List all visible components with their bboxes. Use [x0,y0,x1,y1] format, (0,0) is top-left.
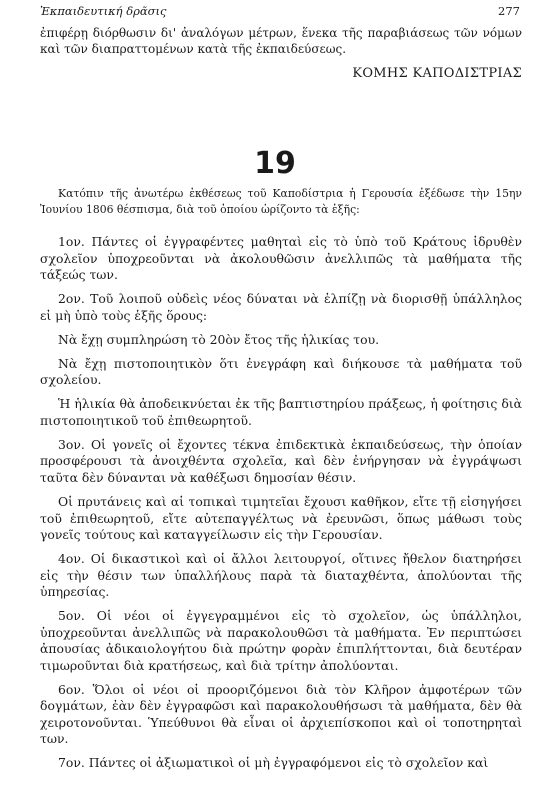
decree-paragraph: 1ον. Πάντες οἱ ἐγγραφέντες μαθηταὶ εἰς τὸ ὑπὸ τοῦ Κράτους ἱδρυθὲν σχολεῖον ὑποχρεοῦνται νὰ ἀκολουθῶσιν ἀνελλιπῶς τὰ μαθήματα τῆς τάξεώς των. [40,234,522,282]
page-number: 277 [498,4,520,18]
introductory-paragraph: Κατόπιν τῆς ἀνωτέρω ἐκθέσεως τοῦ Καποδίστρια ἡ Γερουσία ἐξέδωσε τὴν 15ην Ἰουνίου 1806 θέσπισμα, διὰ τοῦ ὁποίου ὡρίζοντο τὰ ἑξῆς: [40,187,522,216]
decree-paragraph: 6ον. Ὅλοι οἱ νέοι οἱ προοριζόμενοι διὰ τὸν Κλῆρον ἀμφοτέρων τῶν δογμάτων, ἐὰν δὲν ἐγγραφῶσι καὶ παρακολουθήσωσι τὰ μαθήματα, δὲν θὰ χειροτονοῦνται. Ὑπεύθυνοι θὰ εἶναι οἱ ἀρχιεπίσκοποι καὶ οἱ τοποτηρηταὶ των. [40,681,522,747]
continuation-paragraph: ἐπιφέρῃ διόρθωσιν δι' ἀναλόγων μέτρων, ἕνεκα τῆς παραβιάσεως τῶν νόμων καὶ τῶν διαπραττομένων κατὰ τῆς ἐκπαιδεύσεως. [40,26,522,56]
running-header [40,4,520,22]
document-number: 19 [254,146,296,181]
decree-paragraph: Ἡ ἡλικία θὰ ἀποδεικνύεται ἐκ τῆς βαπτιστηρίου πράξεως, ἡ φοίτησις διὰ πιστοποιητικοῦ τοῦ ἐπιθεωρητοῦ. [40,396,522,428]
decree-paragraph: 4ον. Οἱ δικαστικοὶ καὶ οἱ ἄλλοι λειτουργοί, οἵτινες ἤθελον διατηρήσει εἰς τὴν θέσιν των ὑπαλλήλους παρὰ τὰ διαταχθέντα, ἀπολύονται τῆς ὑπηρεσίας. [40,551,522,600]
decree-paragraph: Νὰ ἔχῃ πιστοποιητικὸν ὅτι ἐνεγράφη καὶ διήκουσε τὰ μαθήματα τοῦ σχολείου. [40,355,522,388]
decree-paragraph: 5ον. Οἱ νέοι οἱ ἐγγεγραμμένοι εἰς τὸ σχολεῖον, ὡς ὑπάλληλοι, ὑποχρεοῦνται ἀνελλιπῶς νὰ παρακολουθῶσι τὰ μαθήματα. Ἐν περιπτώσει ἀπουσίας ἀδικαιολογήτου διὰ πρώτην φορὰν ἐπιπλήττονται, διὰ δευτέραν τιμωροῦνται διὰ κρατήσεως, καὶ διὰ τρίτην ἀπολύονται. [40,608,522,673]
decree-paragraph: 2ον. Τοῦ λοιποῦ οὐδεὶς νέος δύναται νὰ ἐλπίζῃ νὰ διορισθῇ ὑπάλληλος εἰ μὴ ὑπὸ τοὺς ἑξῆς ὅρους: [40,291,522,323]
introductory-note [40,186,522,218]
signature: ΚΟΜΗΣ ΚΑΠΟΔΙΣΤΡΙΑΣ [352,66,522,81]
decree-paragraph: Οἱ πρυτάνεις καὶ αἱ τοπικαὶ τιμητεῖαι ἔχουσι καθῆκον, εἴτε τῇ εἰσηγήσει τοῦ ἐπιθεωρητοῦ, εἴτε αὐτεπαγγέλτως νὰ ἐρευνῶσι, ὅπως μάθωσι τοὺς γονεῖς τούτους καὶ καταγγείλωσιν εἰς τὴν Γερουσίαν. [40,494,522,543]
decree-body [40,234,522,780]
decree-paragraph: 7ον. Πάντες οἱ ἀξιωματικοὶ οἱ μὴ ἐγγραφόμενοι εἰς τὸ σχολεῖον καὶ [58,755,489,771]
continuation-text [40,25,522,57]
decree-paragraph: Νὰ ἔχῃ συμπληρώση τὸ 20ὸν ἔτος τῆς ἡλικίας του. [58,331,380,347]
decree-paragraph: 3ον. Οἱ γονεῖς οἱ ἔχοντες τέκνα ἐπιδεκτικὰ ἐκπαιδεύσεως, τὴν ὁποίαν προσφέρουσι τὰ ἀνοιχθέντα σχολεῖα, καὶ δὲν ἐνήργησαν νὰ ἐγγράψωσι ταῦτα δὲν δύνανται νὰ καθέξωσι δημοσίαν θέσιν. [40,436,522,485]
running-title: Ἐκπαιδευτική δρᾶσις [40,4,167,18]
